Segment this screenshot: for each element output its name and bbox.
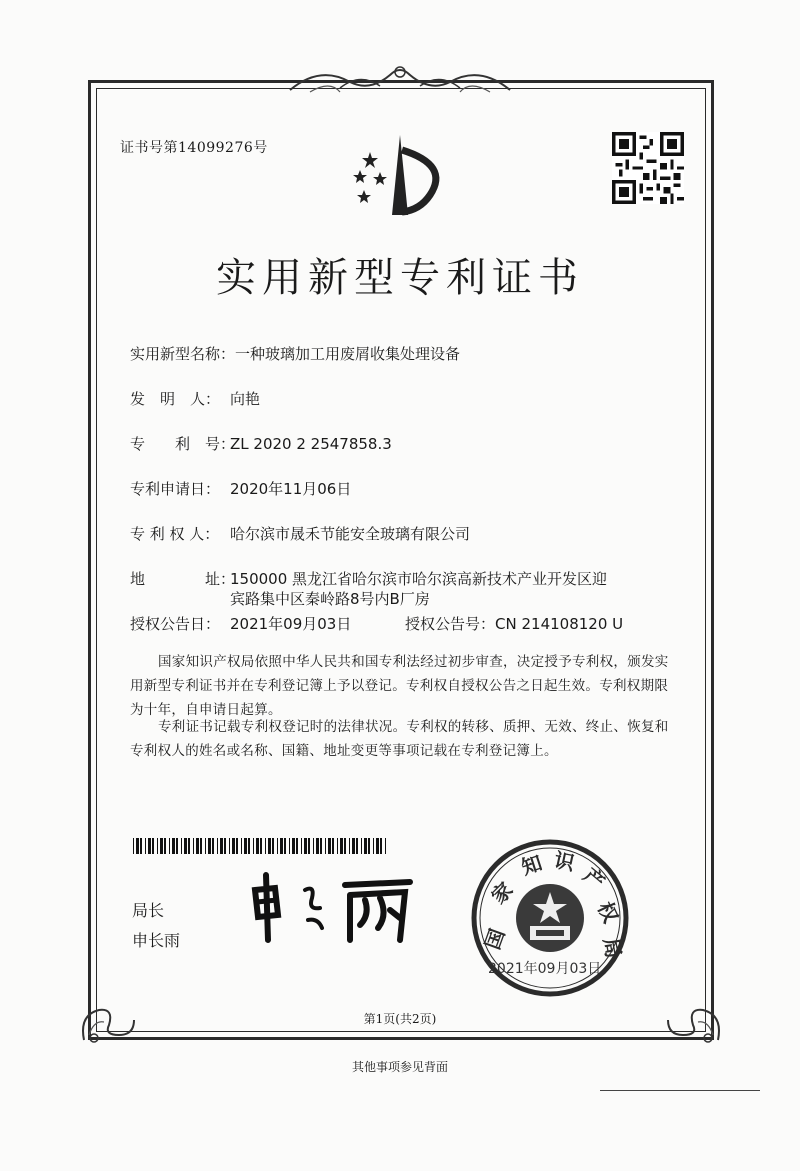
field-label: 授权公告日：	[130, 615, 221, 633]
svg-text:识: 识	[552, 847, 577, 876]
field-label: 实用新型名称：	[130, 345, 236, 363]
footer-note: 其他事项参见背面	[351, 1060, 448, 1074]
svg-text:权: 权	[592, 898, 624, 927]
field-address	[130, 568, 607, 589]
svg-text:产: 产	[578, 862, 610, 895]
field-label: 授权公告号：	[405, 615, 496, 633]
page-title: 实用新型专利证书	[216, 255, 584, 301]
field-value: 2020年11月06日	[230, 480, 352, 498]
handwritten-signature-icon	[250, 870, 420, 950]
svg-text:家: 家	[486, 877, 518, 909]
barcode-icon	[133, 838, 388, 854]
field-label: 发 明 人：	[130, 390, 221, 408]
field-patentee	[130, 523, 470, 544]
director-title: 局长	[132, 901, 165, 920]
field-label: 专利申请日：	[130, 480, 221, 498]
top-ornament-icon	[280, 60, 520, 100]
field-filing-date	[130, 478, 351, 499]
field-label: 专 利 权 人：	[130, 525, 220, 543]
field-label: 地 址：	[130, 570, 236, 588]
svg-text:知: 知	[518, 850, 545, 880]
seal-date: 2021年09月03日	[488, 961, 602, 977]
field-grant-date	[130, 613, 351, 634]
qr-code-icon[interactable]	[612, 132, 684, 204]
field-value: 哈尔滨市晟禾节能安全玻璃有限公司	[230, 525, 471, 543]
field-value: CN 214108120 U	[495, 615, 624, 633]
legal-paragraph-2: 专利证书记载专利权登记时的法律状况。专利权的转移、质押、无效、终止、恢复和专利权人的姓名或名称、国籍、地址变更等事项记载在专利登记簿上。	[130, 719, 669, 759]
field-grant-number	[405, 613, 623, 634]
director-name: 申长雨	[132, 931, 181, 950]
field-value: ZL 2020 2 2547858.3	[230, 435, 392, 453]
field-label: 专 利 号：	[130, 435, 236, 453]
field-value: 150000 黑龙江省哈尔滨市哈尔滨高新技术产业开发区迎	[230, 570, 608, 588]
page-number: 第1页(共2页)	[363, 1012, 437, 1026]
cnipa-emblem-icon	[340, 130, 460, 230]
svg-text:国: 国	[480, 925, 510, 953]
field-value: 2021年09月03日	[230, 615, 352, 633]
field-address-line2: 宾路集中区秦岭路8号内B厂房	[230, 590, 430, 608]
field-value: 向艳	[230, 390, 261, 408]
field-value: 一种玻璃加工用废屑收集处理设备	[235, 345, 461, 363]
svg-text:局: 局	[598, 936, 626, 960]
legal-paragraph-1: 国家知识产权局依照中华人民共和国专利法经过初步审查，决定授予专利权，颁发实用新型专利证书并在专利登记簿上予以登记。专利权自授权公告之日起生效。专利权期限为十年，自申请日起算。	[130, 654, 669, 718]
certificate-number: 证书号第14099276号	[120, 140, 268, 156]
field-inventor	[130, 388, 260, 409]
field-patent-number	[130, 433, 392, 454]
footer-divider	[600, 1090, 760, 1091]
field-utility-model-name	[130, 343, 460, 364]
